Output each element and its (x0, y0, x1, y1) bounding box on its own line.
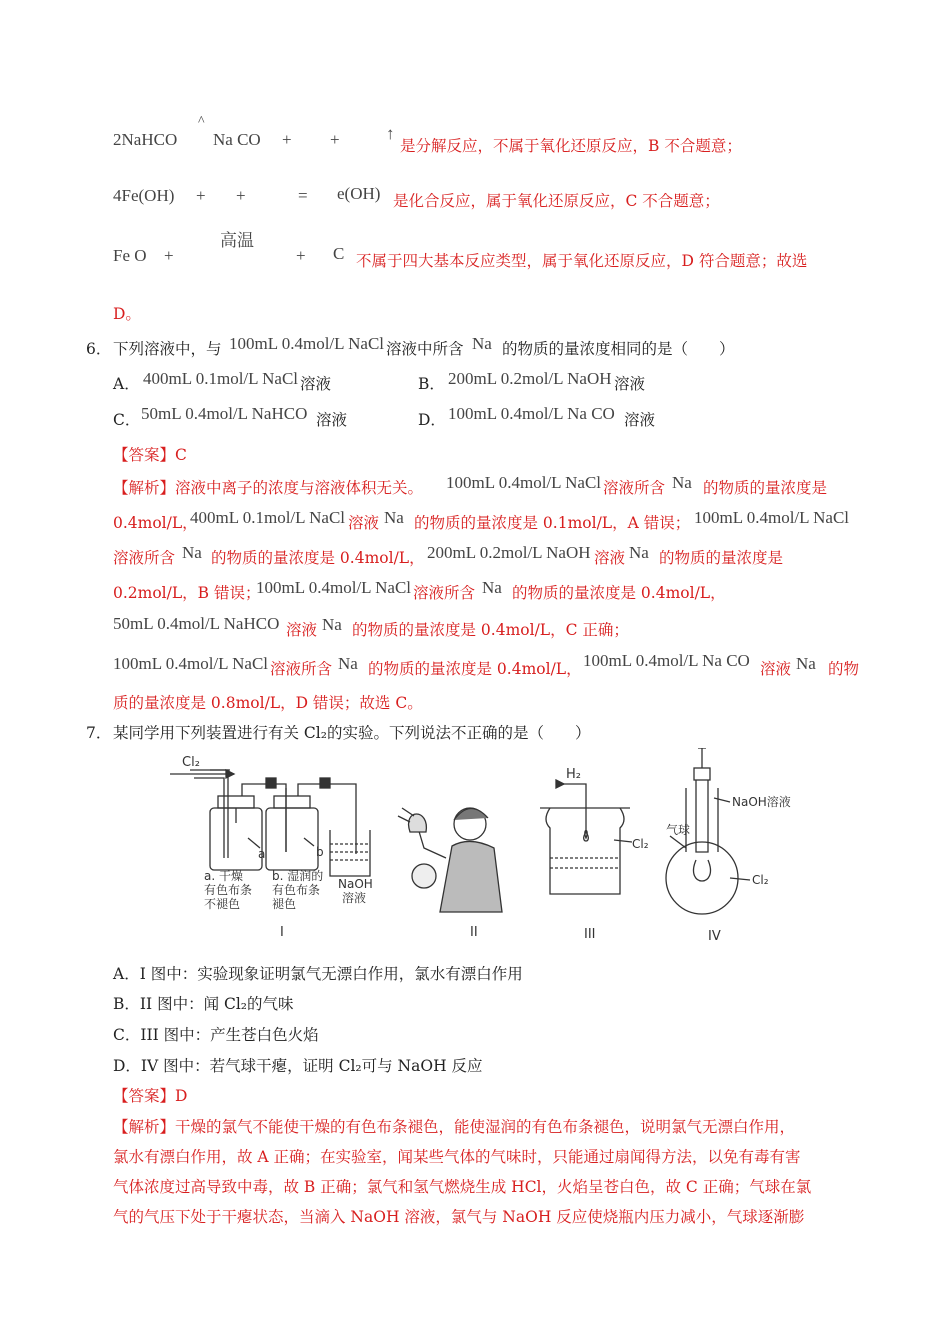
sodium-ion: Na (384, 508, 404, 527)
analysis-formula: 100mL 0.4mol/L Na CO (583, 651, 750, 670)
analysis-text: 溶液所含 (603, 479, 666, 497)
option-c-formula: 50mL 0.4mol/L NaHCO (141, 404, 308, 423)
analysis-text: 溶液所含 (270, 660, 333, 678)
plus-sign: + (296, 246, 306, 265)
answer-conclusion: D。 (113, 305, 141, 323)
explanation-text: 不属于四大基本反应类型，属于氧化还原反应，D 符合题意；故选 (356, 252, 808, 270)
question-stem: 某同学用下列装置进行有关 Cl₂的实验。下列说法不正确的是（ ） (113, 724, 591, 742)
analysis-formula: 100mL 0.4mol/L NaCl (256, 578, 412, 597)
analysis-text: 溶液 (594, 549, 626, 567)
formula-feoh3: e(OH) (337, 184, 381, 203)
question-stem: 的物质的量浓度相同的是（ ） (502, 340, 735, 358)
option-d-label: D． (418, 411, 446, 429)
wet-cloth-line-1: b. 湿润的 (272, 869, 324, 883)
sodium-ion: Na (472, 334, 492, 353)
option-a-formula: 400mL 0.1mol/L NaCl (143, 369, 299, 388)
sodium-ion: Na (322, 615, 342, 634)
option-b: B．II 图中：闻 Cl₂的气味 (113, 995, 294, 1013)
tube-a-b (242, 784, 286, 852)
option-b-text: 溶液 (614, 375, 646, 393)
stopper (694, 768, 710, 780)
analysis-text: 质的量浓度是 0.8mol/L，D 错误；故选 C。 (113, 694, 423, 712)
cl2-inlet-label: Cl₂ (182, 755, 200, 770)
gas-arrow: ↑ (386, 124, 395, 143)
analysis-text: 溶液 (286, 621, 318, 639)
analysis-text: 的物质的量浓度是 0.4mol/L， (368, 660, 582, 678)
analysis-text: 溶液 (760, 660, 792, 678)
sodium-ion: Na (672, 473, 692, 492)
gas-jar (546, 808, 624, 894)
label-b: b (316, 845, 324, 859)
roman-label-iii: III (584, 927, 596, 942)
analysis-text: 的物质的量浓度是 0.4mol/L， (512, 584, 726, 602)
analysis-text: 的物质的量浓度是 (703, 479, 828, 497)
question-stem: 溶液中所含 (386, 340, 464, 358)
explanation-text: 是分解反应，不属于氧化还原反应，B 不合题意； (400, 137, 742, 155)
plus-sign: + (196, 186, 206, 205)
roman-label-ii: II (470, 925, 478, 940)
analysis-text: 溶液所含 (113, 549, 176, 567)
label-a: a (258, 847, 266, 861)
question-stem: 下列溶液中，与 (113, 340, 222, 358)
question-number: 6． (86, 340, 112, 358)
analysis-text: 溶液 (348, 514, 380, 532)
equals-sign: = (298, 186, 308, 205)
sodium-ion: Na (182, 543, 202, 562)
analysis-formula: 100mL 0.4mol/L NaCl (694, 508, 850, 527)
formula-na2co3: Na CO (213, 130, 261, 149)
h2-label: H₂ (566, 767, 581, 782)
dry-cloth-line-3: 不褪色 (204, 897, 241, 911)
analysis-text: 溶液所含 (413, 584, 476, 602)
option-c-label: C． (113, 411, 141, 429)
option-a-label: A． (113, 375, 140, 393)
wet-cloth-line-3: 褪色 (272, 897, 297, 911)
naoh-beaker-line-2: 溶液 (342, 891, 367, 905)
sodium-ion: Na (338, 654, 358, 673)
analysis-formula: 100mL 0.4mol/L NaCl (446, 473, 602, 492)
option-c-text: 溶液 (316, 411, 348, 429)
dry-cloth-line-1: a. 干燥 (204, 869, 243, 883)
experiment-figure (170, 748, 820, 948)
formula-fe2o3: Fe O (113, 246, 147, 265)
analysis-formula: 100mL 0.4mol/L NaCl (113, 654, 269, 673)
analysis-text: 【解析】溶液中离子的浓度与溶液体积无关。 (113, 479, 424, 497)
analysis-text: 的物 (828, 660, 860, 678)
cl2-jar-label: Cl₂ (632, 837, 649, 851)
sodium-ion: Na (629, 543, 649, 562)
analysis-line-2: 氯水有漂白作用，故 A 正确；在实验室，闻某些气体的气味时，只能通过扇闻得方法，以免有毒有害 (113, 1148, 801, 1166)
plus-sign: + (164, 246, 174, 265)
gas-bottle (412, 864, 436, 888)
analysis-text: 的物质的量浓度是 (659, 549, 784, 567)
option-a-text: 溶液 (300, 375, 332, 393)
analysis-text: 的物质的量浓度是 0.4mol/L，C 正确； (352, 621, 629, 639)
roman-label-i: I (280, 925, 284, 940)
sodium-ion: Na (796, 654, 816, 673)
question-number: 7． (86, 724, 112, 742)
plus-sign: + (282, 130, 292, 149)
option-b-label: B． (418, 375, 445, 393)
option-c: C．III 图中：产生苍白色火焰 (113, 1026, 319, 1044)
analysis-line-4: 气的气压下处于干瘪状态，当滴入 NaOH 溶液，氯气与 NaOH 反应使烧瓶内压力减小，气球逐渐膨 (113, 1208, 805, 1226)
analysis-text: 的物质的量浓度是 0.4mol/L， (211, 549, 425, 567)
round-flask (666, 842, 738, 914)
formula-nahco3: 2NaHCO (113, 130, 178, 149)
plus-sign: + (236, 186, 246, 205)
analysis-text: 0.4mol/L， (113, 514, 198, 532)
analysis-text: 的物质的量浓度是 0.1mol/L，A 错误； (414, 514, 691, 532)
beaker (330, 830, 370, 876)
analysis-text: 0.2mol/L，B 错误； (113, 584, 261, 602)
option-b-formula: 200mL 0.2mol/L NaOH (448, 369, 612, 388)
dry-cloth-line-2: 有色布条 (204, 883, 253, 897)
analysis-formula: 400mL 0.1mol/L NaCl (190, 508, 346, 527)
naoh-dropper-label: NaOH溶液 (732, 795, 791, 809)
option-d-formula: 100mL 0.4mol/L Na CO (448, 404, 615, 423)
sodium-ion: Na (482, 578, 502, 597)
balloon-label: 气球 (666, 823, 691, 837)
analysis-formula: 50mL 0.4mol/L NaHCO (113, 614, 280, 633)
analysis-formula: 200mL 0.2mol/L NaOH (427, 543, 591, 562)
answer-label: 【答案】C (113, 446, 187, 464)
condition-high-temp: 高温 (220, 231, 254, 250)
dropper-tube (696, 780, 708, 852)
bottle-b-cap (274, 796, 310, 808)
roman-label-iv: IV (708, 929, 721, 944)
plus-sign: + (330, 130, 340, 149)
option-d-text: 溶液 (624, 411, 656, 429)
balloon-shape (694, 860, 711, 881)
naoh-beaker-line-1: NaOH (338, 877, 373, 891)
stem-formula: 100mL 0.4mol/L NaCl (229, 334, 385, 353)
answer-label: 【答案】D (113, 1087, 188, 1105)
wet-cloth-line-2: 有色布条 (272, 883, 321, 897)
heat-caret: ^ (198, 114, 205, 129)
cl2-flask-label: Cl₂ (752, 873, 769, 887)
formula-feoh2: 4Fe(OH) (113, 186, 175, 205)
person-body (440, 841, 502, 912)
option-a: A．I 图中：实验现象证明氯气无漂白作用，氯水有漂白作用 (113, 965, 523, 983)
explanation-text: 是化合反应，属于氧化还原反应，C 不合题意； (393, 192, 720, 210)
analysis-line-3: 气体浓度过高导致中毒，故 B 正确；氯气和氢气燃烧生成 HCl，火焰呈苍白色，故 C 正确；气球在氯 (113, 1178, 812, 1196)
analysis-line-1: 【解析】干燥的氯气不能使干燥的有色布条褪色，能使湿润的有色布条褪色，说明氯气无漂白作用， (113, 1118, 796, 1136)
formula-co2: C (333, 244, 345, 263)
option-d: D．IV 图中：若气球干瘪，证明 Cl₂可与 NaOH 反应 (113, 1057, 483, 1075)
bottle-b (266, 808, 318, 870)
